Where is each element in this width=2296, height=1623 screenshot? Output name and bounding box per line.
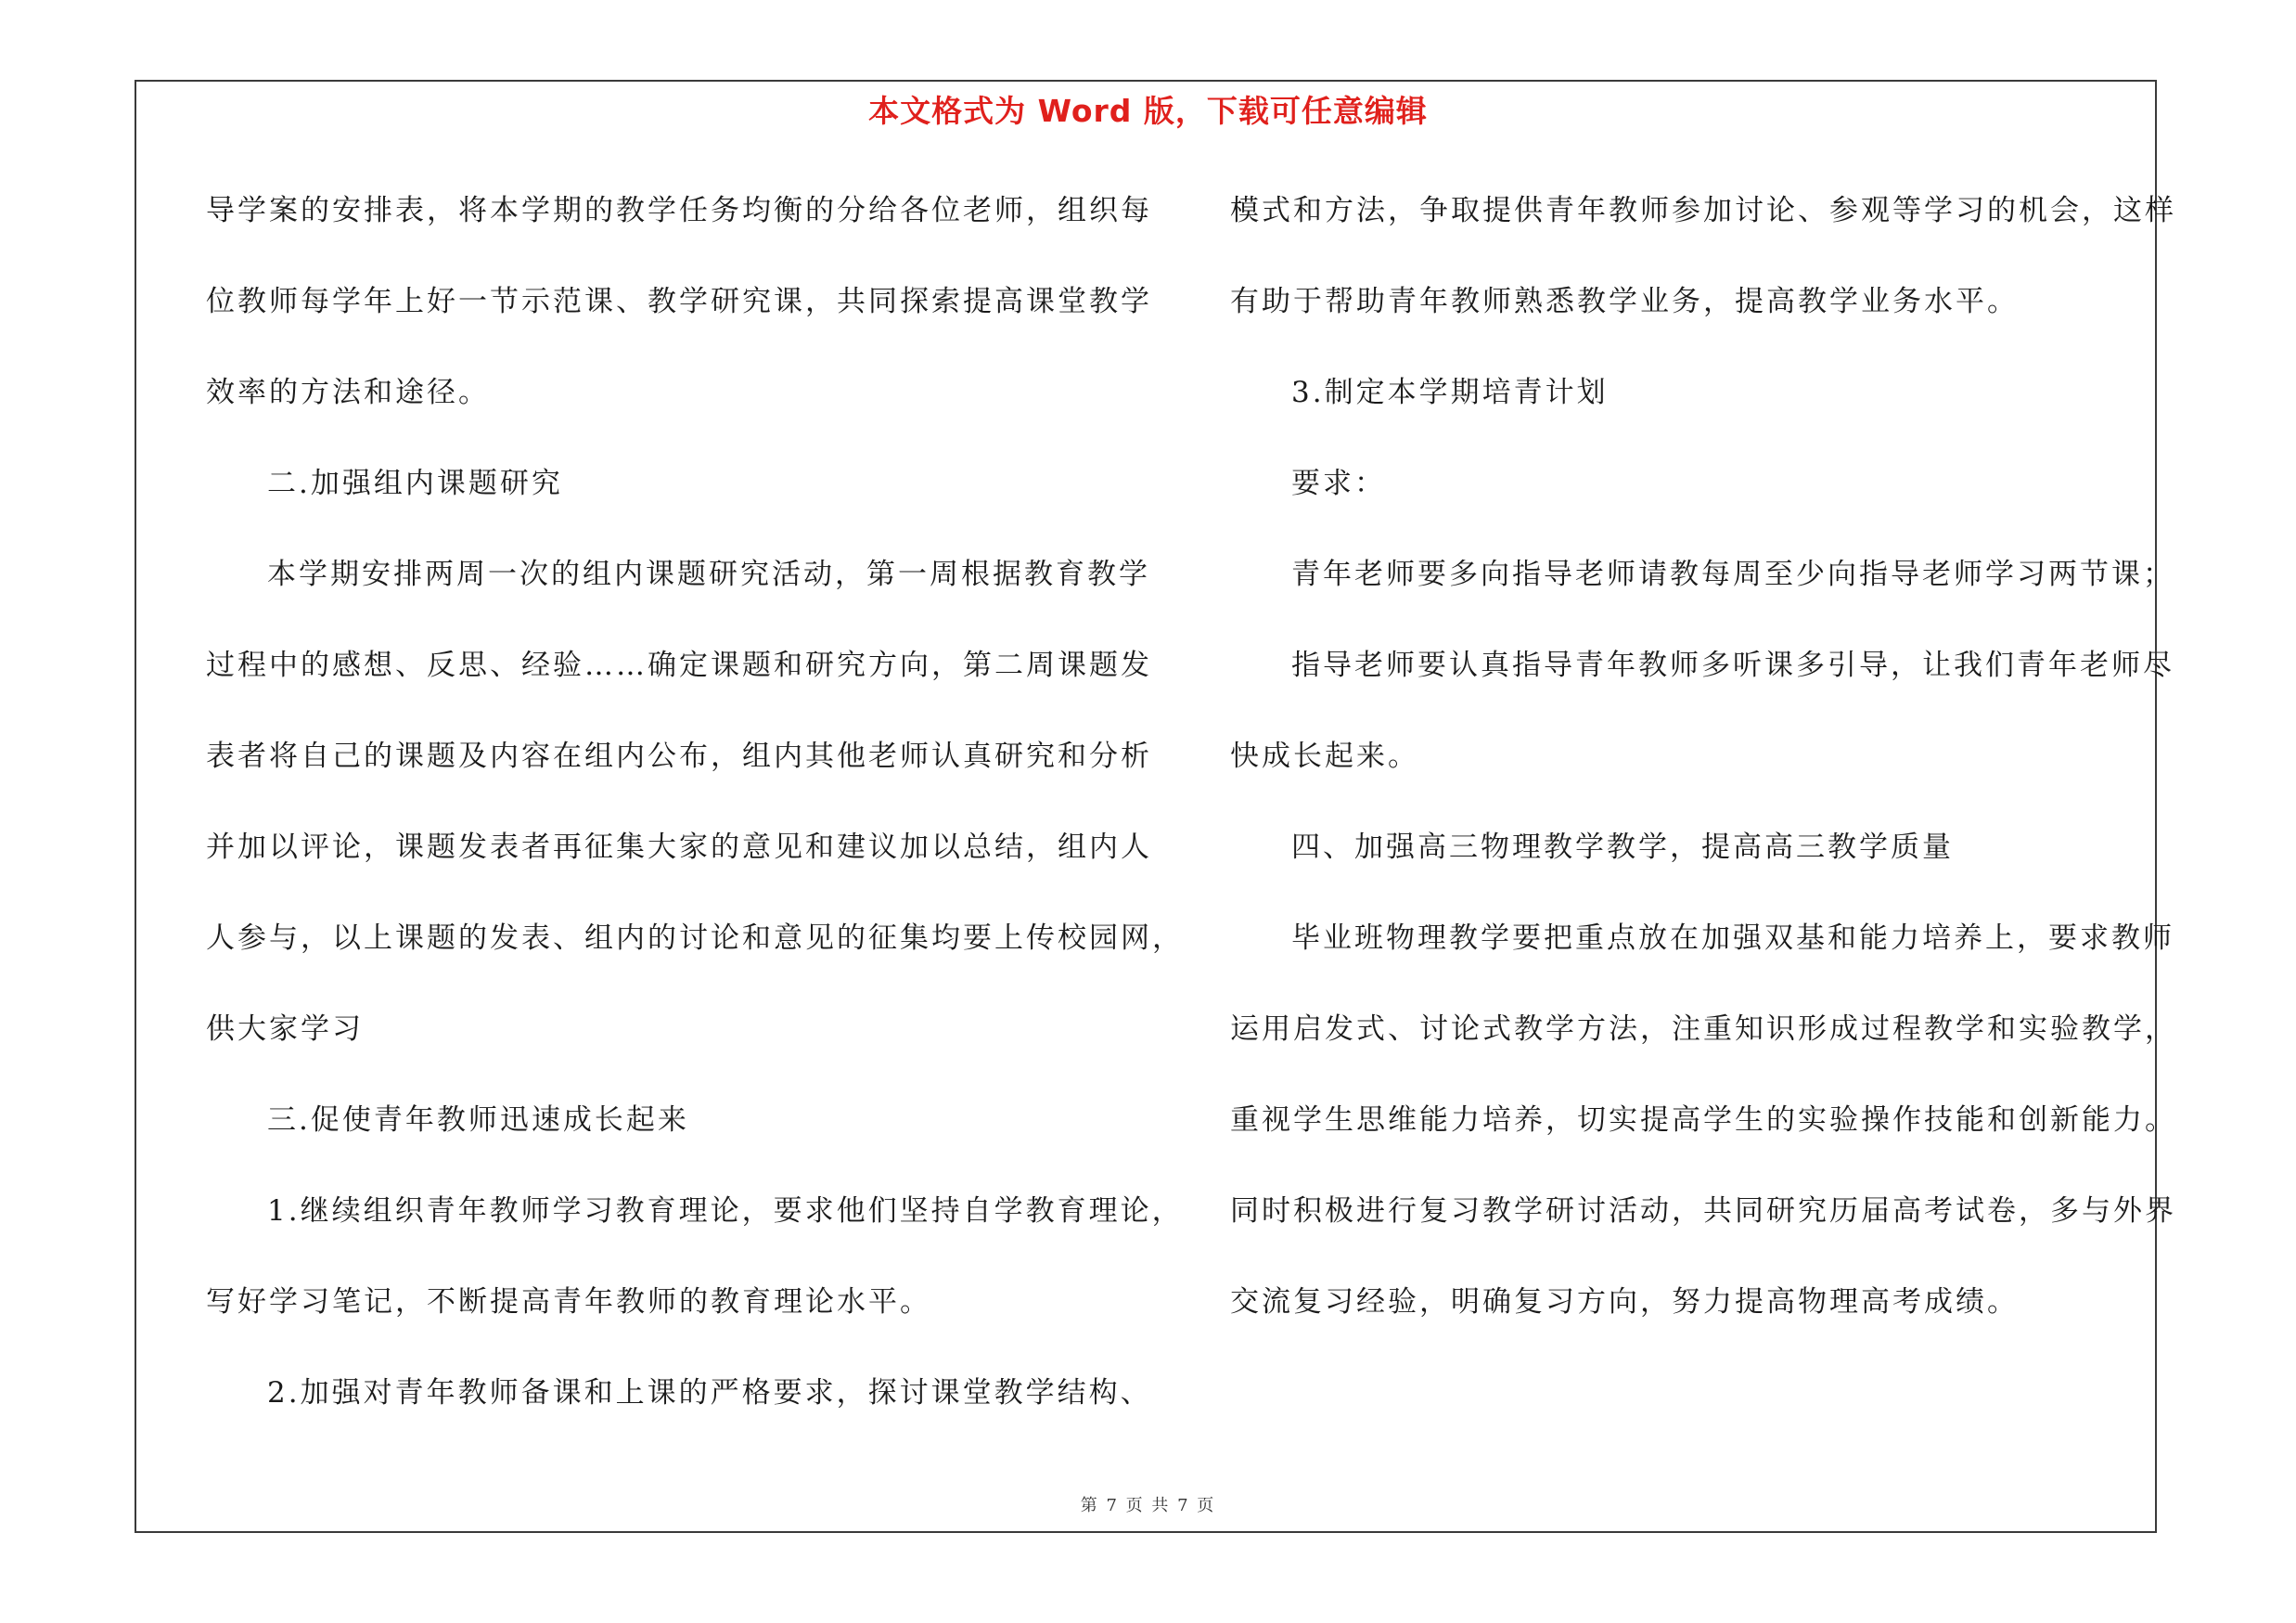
text-line: 人参与，以上课题的发表、组内的讨论和意见的征集均要上传校园网， — [206, 921, 1184, 955]
text-line: 本学期安排两周一次的组内课题研究活动，第一周根据教育教学 — [267, 558, 1150, 591]
text-line: 同时积极进行复习教学研讨活动，共同研究历届高考试卷，多与外界 — [1230, 1194, 2176, 1228]
text-line: 效率的方法和途径。 — [206, 376, 490, 409]
text-line: 四、加强高三物理教学教学，提高高三教学质量 — [1291, 831, 1954, 864]
text-line: 指导老师要认真指导青年教师多听课多引导，让我们青年老师尽 — [1291, 649, 2174, 682]
text-line: 交流复习经验，明确复习方向，努力提高物理高考成绩。 — [1230, 1285, 2019, 1319]
text-line: 三.促使青年教师迅速成长起来 — [267, 1103, 689, 1137]
text-line: 二.加强组内课题研究 — [267, 467, 563, 500]
text-line: 表者将自己的课题及内容在组内公布，组内其他老师认真研究和分析 — [206, 740, 1152, 773]
text-line: 毕业班物理教学要把重点放在加强双基和能力培养上，要求教师 — [1291, 921, 2174, 955]
text-line: 青年老师要多向指导老师请教每周至少向指导老师学习两节课； — [1291, 558, 2174, 591]
text-line: 有助于帮助青年教师熟悉教学业务，提高教学业务水平。 — [1230, 285, 2019, 318]
text-line: 1.继续组织青年教师学习教育理论，要求他们坚持自学教育理论， — [267, 1194, 1184, 1228]
text-line: 快成长起来。 — [1230, 740, 1419, 773]
text-line: 2.加强对青年教师备课和上课的严格要求，探讨课堂教学结构、 — [267, 1376, 1152, 1410]
page-number: 第 7 页 共 7 页 — [1080, 1496, 1216, 1515]
text-line: 运用启发式、讨论式教学方法，注重知识形成过程教学和实验教学， — [1230, 1012, 2176, 1046]
text-line: 导学案的安排表，将本学期的教学任务均衡的分给各位老师，组织每 — [206, 194, 1152, 227]
left-text-column — [206, 176, 1184, 1449]
right-text-column — [1230, 176, 2176, 1359]
text-line: 供大家学习 — [206, 1012, 364, 1046]
text-line: 位教师每学年上好一节示范课、教学研究课，共同探索提高课堂教学 — [206, 285, 1152, 318]
text-line: 并加以评论，课题发表者再征集大家的意见和建议加以总结，组内人 — [206, 831, 1152, 864]
text-line: 模式和方法，争取提供青年教师参加讨论、参观等学习的机会，这样 — [1230, 194, 2176, 227]
text-line: 过程中的感想、反思、经验……确定课题和研究方向，第二周课题发 — [206, 649, 1152, 682]
editable-notice-banner: 本文格式为 Word 版，下载可任意编辑 — [868, 93, 1428, 129]
text-line: 重视学生思维能力培养，切实提高学生的实验操作技能和创新能力。 — [1230, 1103, 2176, 1137]
text-line: 写好学习笔记，不断提高青年教师的教育理论水平。 — [206, 1285, 931, 1319]
text-line: 要求： — [1291, 467, 1386, 500]
text-line: 3.制定本学期培青计划 — [1291, 376, 1609, 409]
